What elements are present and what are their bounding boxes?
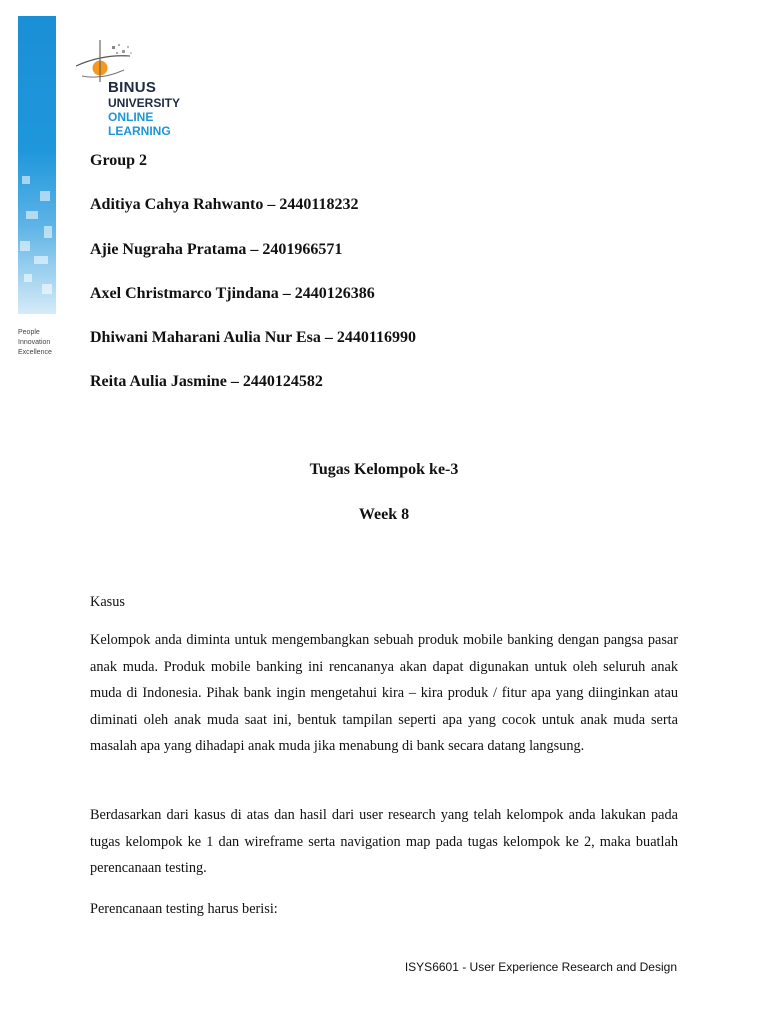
tagline-line: People <box>18 329 40 336</box>
paragraph-case: Kelompok anda diminta untuk mengembangkan sebuah produk mobile banking dengan pangsa pasar anak muda. Produk mobile banking ini rencananya akan dapat digunakan untuk oleh seluruh anak muda di Indonesia. Pihak bank ingin mengetahui kira – kira produk / fitur apa yang diinginkan atau diminati oleh anak muda saat ini, bentuk tampilan seperti apa yang cocok untuk anak muda serta masalah apa yang dihadapi anak muda jika menabung di bank secara datang langsung. <box>90 632 678 755</box>
assignment-title: Tugas Kelompok ke-3 <box>309 461 459 478</box>
tagline-line: Innovation <box>18 339 51 346</box>
member-item: Axel Christmarco Tjindana – 2440126386 <box>90 284 375 302</box>
logo-line-online: ONLINE <box>108 110 154 124</box>
paragraph-task: Berdasarkan dari kasus di atas dan hasil dari user research yang telah kelompok anda lakukan pada tugas kelompok ke 1 dan wireframe serta navigation map pada tugas kelompok ke 2, maka buatlah perencanaan testing. <box>90 807 678 877</box>
tagline-line: Excellence <box>18 349 52 356</box>
member-list <box>90 150 416 416</box>
group-label: Group 2 <box>90 152 148 169</box>
paragraph-requirements: Perencanaan testing harus berisi: <box>90 901 278 917</box>
logo-line-binus: BINUS <box>108 79 157 96</box>
member-item: Dhiwani Maharani Aulia Nur Esa – 2440116990 <box>90 329 416 347</box>
course-footer: ISYS6601 - User Experience Research and Design <box>404 960 677 974</box>
member-item: Reita Aulia Jasmine – 2440124582 <box>90 373 323 391</box>
sidebar-decoration <box>18 16 56 314</box>
tagline <box>18 328 52 358</box>
logo-line-learning: LEARNING <box>108 124 171 138</box>
member-item: Ajie Nugraha Pratama – 2401966571 <box>90 240 343 258</box>
logo-text <box>108 80 180 138</box>
logo-line-university: UNIVERSITY <box>108 96 181 110</box>
member-item: Aditiya Cahya Rahwanto – 2440118232 <box>90 196 359 214</box>
week-label: Week 8 <box>358 506 410 523</box>
case-heading: Kasus <box>90 594 125 610</box>
